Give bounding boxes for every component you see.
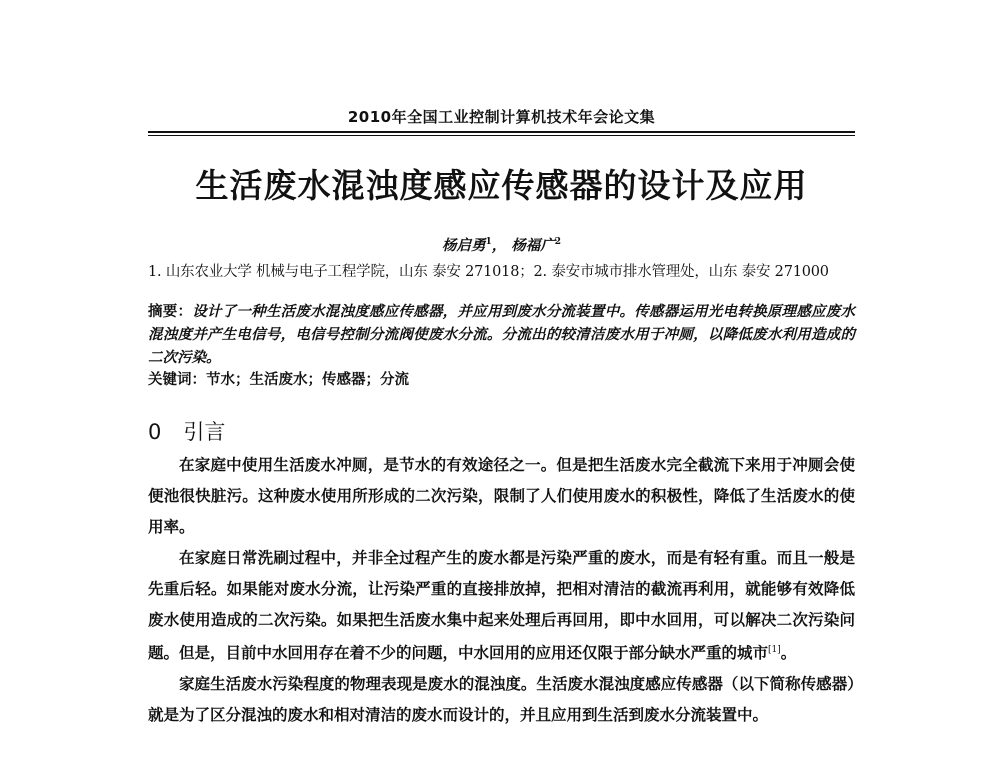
paragraph-text: 在家庭日常洗刷过程中，并非全过程产生的废水都是污染严重的废水，而是有轻有重。而且一般是先重后轻。如果能对废水分流，让污染严重的直接排放掉，把相对清洁的截流再利用，就能够有效降低废水使用造成的二次污染。如果把生活废水集中起来处理后再回用，即中水回用，可以解决二次污染问题。但是，目前中水回用存在着不少的问题，中水回用的应用还仅限于部分缺水严重的城市 [148, 548, 855, 663]
header-rule-thin [148, 135, 855, 136]
paragraph [148, 542, 855, 668]
author-affil-sup: 2 [554, 237, 562, 248]
header-rule-thick [148, 131, 855, 133]
section-number: 0 [148, 420, 162, 444]
citation-ref: [1] [768, 645, 781, 655]
journal-header: 2010年全国工业控制计算机技术年会论文集 [347, 108, 656, 126]
keywords-label: 关键词： [148, 372, 206, 388]
paragraph: 家庭生活废水污染程度的物理表现是废水的混浊度。生活废水混浊度感应传感器（以下简称传感器）就是为了区分混浊的废水和相对清洁的废水而设计的，并且应用到生活到废水分流装置中。 [148, 674, 855, 725]
keywords-text: 节水；生活废水；传感器；分流 [206, 372, 409, 388]
body-text [148, 449, 855, 730]
section-title: 引言 [183, 420, 226, 444]
affiliation: 1. 山东农业大学 机械与电子工程学院，山东 泰安 271018；2. 泰安市城市排水管理处，山东 泰安 271000 [148, 264, 829, 280]
author-name: 杨福广 [511, 237, 555, 254]
section-heading [148, 416, 225, 446]
paragraph-end: 。 [780, 643, 797, 663]
paper-title: 生活废水混浊度感应传感器的设计及应用 [195, 166, 808, 205]
abstract-label: 摘要： [148, 303, 193, 320]
author-line [148, 234, 855, 255]
author-separator: ， [491, 237, 507, 254]
author-name: 杨启勇 [441, 237, 486, 254]
author-affil-sup: 1 [485, 237, 492, 248]
paragraph: 在家庭中使用生活废水冲厕，是节水的有效途径之一。但是把生活废水完全截流下来用于冲厕会使便池很快脏污。这种废水使用所形成的二次污染，限制了人们使用废水的积极性，降低了生活废水的使用率。 [148, 455, 855, 536]
abstract [148, 300, 855, 369]
abstract-text: 设计了一种生活废水混浊度感应传感器，并应用到废水分流装置中。传感器运用光电转换原理感应废水混浊度并产生电信号，电信号控制分流阀使废水分流。分流出的较清洁废水用于冲厕，以降低废水利用造成的二次污染。 [148, 303, 855, 366]
keywords [148, 369, 855, 392]
